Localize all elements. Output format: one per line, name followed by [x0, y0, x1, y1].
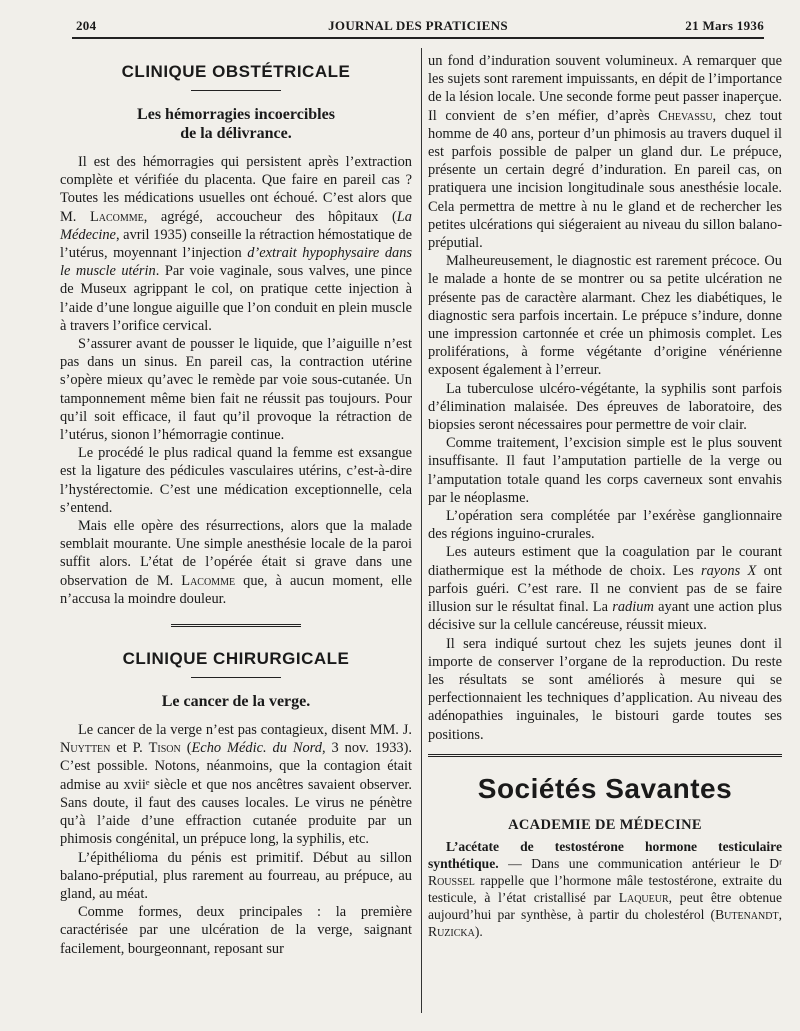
paragraph: Il sera indiqué surtout chez les sujets jeunes dont il importe de conserver l’organe de la reproduction. Du reste les résultats se sont améliorés à mesure qui se perfectionnaient les techniques d’application. Au niveau des adénopathies inguinales, le bistouri garde toutes ses positions.	[428, 635, 782, 743]
header-rule	[72, 37, 764, 39]
article-title-cancer: Le cancer de la verge.	[161, 693, 311, 711]
page-header	[72, 14, 764, 36]
section-rule	[191, 677, 281, 678]
left-column	[60, 52, 412, 958]
paragraph: Comme traitement, l’excision simple est le plus souvent insuffisante. Il faut l’amputation partielle de la verge ou l’amputation totale quand les corps caverneux sont envahis par le néoplasme.	[428, 435, 782, 506]
paragraph: Comme formes, deux principales : la première caractérisée par une ulcération de la verge, saignant facilement, bourgeonnant, reposant sur	[60, 904, 412, 957]
paragraph: Le cancer de la verge n’est pas contagieux, disent MM. J. Nuytten et P. Tison (Echo Médic. du Nord, 3 nov. 1933). C’est possible. Notons, néanmoins, que la contagion était admise au xviiᵉ siècle et que nos ancêtres savaient observer. Sans doute, il faut des causes locales. Le virus ne pénètre qu’à l’aide d’une effraction cutanée produite par un phimosis congénital, un prépuce long, la syphilis, etc.	[60, 722, 412, 848]
section-rule	[191, 90, 281, 91]
societies-title: Sociétés Savantes	[477, 772, 733, 804]
journal-title: JOURNAL DES PRATICIENS	[328, 18, 508, 33]
academy-heading: ACADEMIE DE MÉDECINE	[508, 816, 702, 833]
paragraph: L’acétate de testostérone hormone testiculaire synthétique. — Dans une communication antérieur le Dʳ Roussel rappelle que l’hormone mâle testostérone, extraite du testicule, à l’état cristallisé par Laqueur, peut être obtenue aujourd’hui par synthèse, à partir du cholestérol (Butenandt, Ruzicka).	[428, 838, 783, 939]
paragraph: Les auteurs estiment que la coagulation par le courant diathermique est la méthode de choix. Les rayons X ont parfois guéri. C’est rare. Il ne convient pas de se faire illusion sur le résultat final. La radium ayant une action plus décisive sur la cellule cancéreuse, réussit mieux.	[428, 544, 783, 634]
paragraph: Il est des hémorragies qui persistent après l’extraction complète et vérifiée du placenta. Que faire en pareil cas ? Toutes les médications usuelles ont échoué. C’est alors que M. Lacomme, agrégé, accoucheur des hôpitaux (La Médecine, avril 1935) conseille la rétraction hémostatique de l’utérus, moyennant l’injection d’extrait hypophysaire dans le muscle utérin. Par voie vaginale, sous valves, une pince de Museux agrippant le col, on pratique cette injection à l’aide d’une longue aiguille que l’on conduit en plein muscle à travers l’orifice cervical.	[60, 154, 413, 334]
paragraph: un fond d’induration souvent volumineux. A remarquer que les sujets sont rarement impuissants, en dépit de l’importance de la lésion locale. Une seconde forme peut passer inaperçue. Il convient de s’en méfier, d’après Chevassu, chez tout homme de 40 ans, porteur d’un phimosis au travers duquel il est parfois possible de palper un gland dur. Le prépuce, présente un certain degré d’induration. En pareil cas, on pratiquera une incision longitudinale sous anesthésie locale. Cela permettra de mettre à nu le gland et de rechercher les petites ulcérations qui siégeraient au niveau du sillon balano-préputial.	[428, 53, 782, 252]
paragraph: S’assurer avant de pousser le liquide, que l’aiguille n’est pas dans un sinus. En pareil cas, la contraction utérine s’opère mieux qu’avec le remède par voie sous-cutanée. Un tamponnement même bien fait ne réussit pas toujours. Pour qu’il soit efficace, il faut qu’il provoque la rétraction de l’utérus, sionon l’hémorragie continue.	[60, 336, 412, 444]
issue-date: 21 Mars 1936	[685, 18, 764, 33]
paragraph: L’opération sera complétée par l’exérèse ganglionnaire des régions inguino-crurales.	[428, 508, 782, 543]
paragraph: Mais elle opère des résurrections, alors que la malade semblait mourante. Une simple anesthésie locale de la paroi suffit alors. L’état de l’opérée était si grave dans une observation de M. Lacomme que, à aucun moment, elle n’accusa la moindre douleur.	[60, 518, 412, 607]
paragraph: Le procédé le plus radical quand la femme est exsangue est la ligature des pédicules vasculaires utérins, c’est-à-dire l’hystérectomie. C’est une médication exceptionnelle, cela s’entend.	[60, 445, 412, 516]
article-title-hemorrhages: Les hémorragies incoercibles de la délivrance.	[137, 106, 335, 142]
section-separator	[428, 754, 782, 759]
section-separator	[171, 624, 301, 629]
section-title-obstetrics: CLINIQUE OBSTÉTRICALE	[121, 62, 351, 81]
column-divider	[421, 48, 422, 1013]
right-column	[428, 52, 782, 940]
paragraph: Malheureusement, le diagnostic est rarement précoce. Ou le malade a honte de se montrer ou sa petite ulcération ne présente pas de caractère alarmant. Chez les diabétiques, le diagnostic sera parfois incertain. Le prépuce s’indure, donne une impression cartonnée et crée un phimosis complet. Les proliférations, à forme végétante d’origine vénérienne exposent également à l’erreur.	[428, 253, 782, 379]
page-number: 204	[76, 18, 97, 33]
section-title-surgery: CLINIQUE CHIRURGICALE	[122, 649, 350, 669]
paragraph: L’épithélioma du pénis est primitif. Début au sillon balano-préputial, plus rarement au fourreau, au prépuce, au gland, au méat.	[60, 849, 412, 902]
paragraph: La tuberculose ulcéro-végétante, la syphilis sont parfois d’élimination malaisée. Des épreuves de laboratoire, des biopsies seront nécessaires pour permettre de voir clair.	[428, 380, 782, 434]
